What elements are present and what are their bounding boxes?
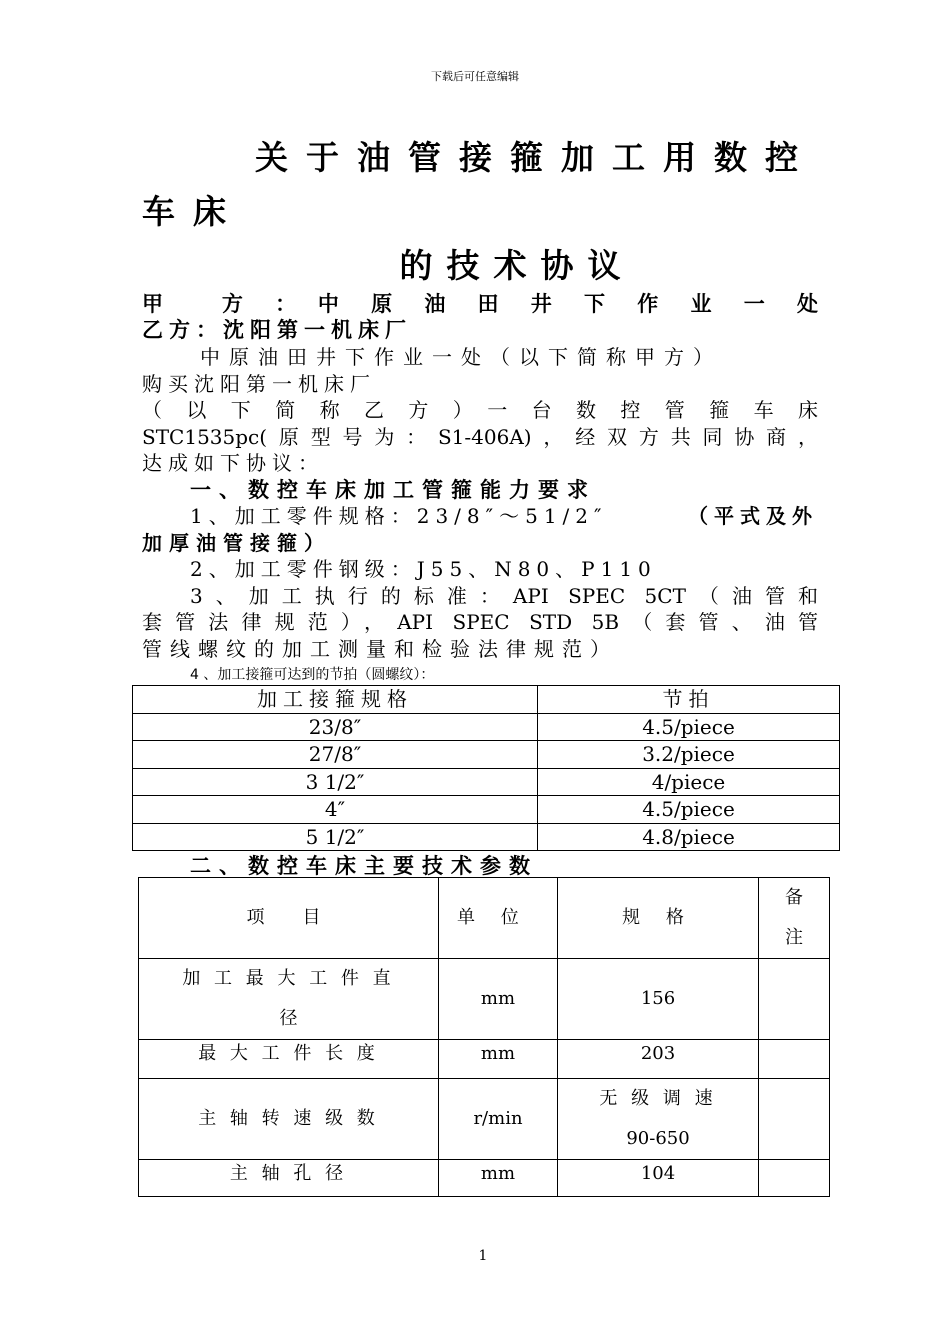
table-cell: 4.5/piece: [538, 713, 840, 741]
table-header-cell: 节拍: [538, 686, 840, 714]
table-cell: 3 1/2″: [133, 768, 538, 796]
table-row: [139, 1079, 830, 1160]
page-header-note: 下载后可任意编辑: [431, 70, 519, 83]
table-header-cell: 规 格: [558, 878, 759, 959]
table-cell: 203: [558, 1040, 759, 1079]
table-cell: mm: [439, 1040, 558, 1079]
table-header-cell: 备 注: [759, 878, 830, 959]
table-cell: [759, 959, 830, 1040]
table-row: [133, 768, 840, 796]
item-3-line-2: 套管法律规范），API SPEC STD 5B（套管、油管: [142, 610, 818, 634]
table-cell: [759, 1079, 830, 1160]
intro-line-4: STC1535pc(原型号为：S1-406A)，经双方共同协商，: [142, 425, 818, 449]
table-header-cell: 项 目: [139, 878, 439, 959]
table-cell: 5 1/2″: [133, 823, 538, 851]
table-cell: 104: [558, 1160, 759, 1197]
table-cell: 4.8/piece: [538, 823, 840, 851]
item-3-line-1: 3、加工执行的标准：API SPEC 5CT（油管和: [190, 584, 818, 608]
table-header-cell: 加工接箍规格: [133, 686, 538, 714]
table-cell: 最 大 工 件 长 度: [139, 1040, 439, 1079]
table-cell: 3.2/piece: [538, 741, 840, 769]
table-row: [133, 823, 840, 851]
item-1-line: [190, 500, 818, 529]
title-line-3: 的技术协议: [399, 246, 635, 285]
intro-line-5: 达成如下协议：: [142, 451, 324, 475]
table-row: [139, 1040, 830, 1079]
table-cell: 4.5/piece: [538, 796, 840, 824]
item-2: 2、加工零件钢级：J55、N80、P110: [190, 557, 657, 581]
item-1-continuation: 加厚油管接箍）: [142, 531, 331, 555]
item-4: 4 、加工接箍可达到的节拍（圆螺纹）：: [190, 667, 435, 683]
cycle-time-table: [132, 685, 840, 851]
intro-line-2: 购买沈阳第一机床厂: [142, 372, 376, 396]
title-line-1: 关于油管接箍加工用数控: [255, 138, 816, 177]
party-a: 甲 方 ： 中 原 油 田 井 下 作 业 一 处: [142, 292, 818, 316]
table-row: [133, 713, 840, 741]
table-cell: mm: [439, 959, 558, 1040]
table-header-row: [139, 878, 830, 959]
table-cell: 4″: [133, 796, 538, 824]
intro-line-1: 中原油田井下作业一处（以下简称甲方）: [142, 345, 722, 369]
section-1-heading: 一、数控车床加工管箍能力要求: [190, 478, 596, 502]
table-cell: 加 工 最 大 工 件 直 径: [139, 959, 439, 1040]
table-row: [139, 1160, 830, 1197]
table-row: [133, 796, 840, 824]
table-cell: 23/8″: [133, 713, 538, 741]
table-cell: 27/8″: [133, 741, 538, 769]
party-b: 乙方：沈阳第一机床厂: [142, 318, 412, 342]
table-cell: [759, 1040, 830, 1079]
table-row: [133, 741, 840, 769]
table-cell: 156: [558, 959, 759, 1040]
item-1-prefix: 1、加工零件规格：23/8″～51/2″: [190, 504, 608, 528]
item-3-line-3: 管线螺纹的加工测量和检验法律规范）: [142, 637, 618, 661]
table-header-cell: 单 位: [439, 878, 558, 959]
page-number: 1: [478, 1248, 488, 1264]
table-cell: [759, 1160, 830, 1197]
table-cell: r/min: [439, 1079, 558, 1160]
table-cell: 无 级 调 速 90-650: [558, 1079, 759, 1160]
item-1-bold: （平式及外: [688, 504, 818, 528]
intro-line-3: （ 以 下 简 称 乙 方 ） 一 台 数 控 管 箍 车 床: [142, 398, 818, 422]
table-row: [139, 959, 830, 1040]
table-header-row: [133, 686, 840, 714]
table-cell: 主 轴 孔 径: [139, 1160, 439, 1197]
spec-table: [138, 877, 830, 1197]
section-2-heading: 二、数控车床主要技术参数: [190, 854, 538, 878]
table-cell: 主 轴 转 速 级 数: [139, 1079, 439, 1160]
table-cell: 4/piece: [538, 768, 840, 796]
table-cell: mm: [439, 1160, 558, 1197]
title-line-2: 车床: [142, 192, 244, 231]
